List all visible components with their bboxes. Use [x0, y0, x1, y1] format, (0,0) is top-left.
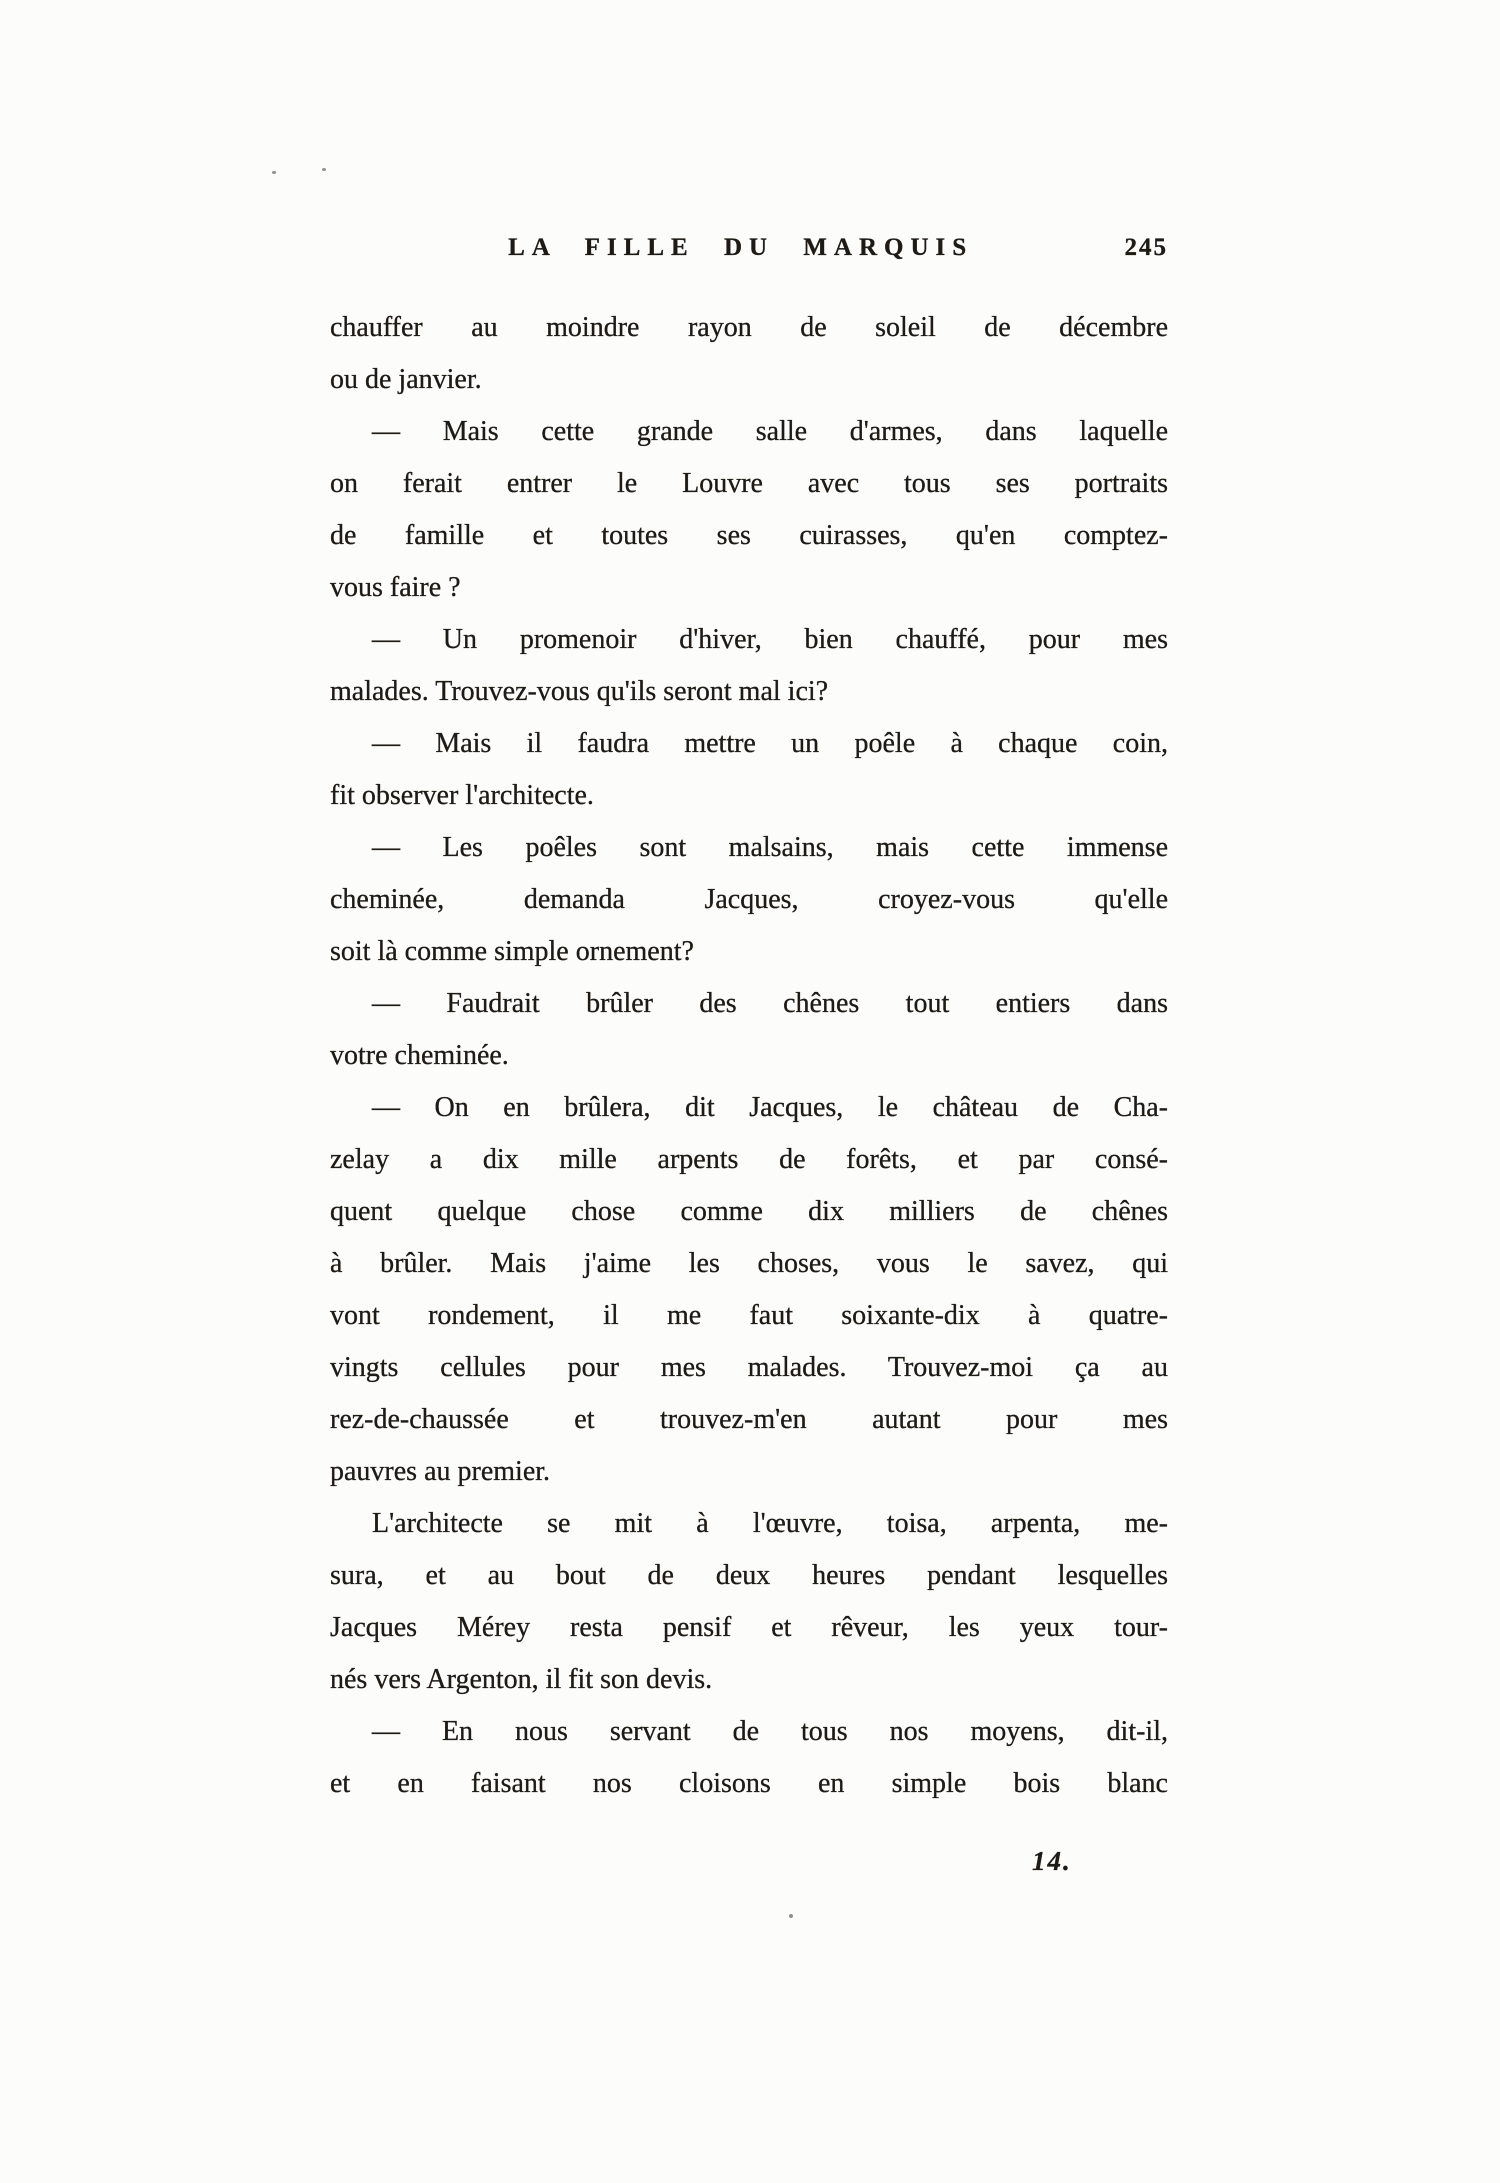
text-line: sura, et au bout de deux heures pendant lesquelles [330, 1560, 1168, 1591]
scan-speck [272, 171, 276, 174]
paragraph [330, 1082, 1168, 1498]
text-line: cheminée, demanda Jacques, croyez-vous qu'elle [330, 884, 1168, 915]
running-title: LA FILLE DU MARQUIS [508, 234, 974, 261]
text-line: vingts cellules pour mes malades. Trouvez-moi ça au [330, 1352, 1168, 1383]
text-line: — Mais il faudra mettre un poêle à chaque coin, [372, 728, 1168, 759]
text-line: votre cheminée. [330, 1040, 509, 1071]
printer-signature-mark: 14. [1032, 1846, 1072, 1876]
text-line: fit observer l'architecte. [330, 780, 594, 811]
text-line: vont rondement, il me faut soixante-dix à quatre- [330, 1300, 1168, 1331]
page-header [330, 234, 1168, 270]
text-line: pauvres au premier. [330, 1456, 551, 1487]
scan-speck [322, 168, 326, 171]
text-line: chauffer au moindre rayon de soleil de décembre [330, 312, 1168, 343]
text-line: — Mais cette grande salle d'armes, dans laquelle [372, 416, 1168, 447]
text-line: quent quelque chose comme dix milliers de chênes [330, 1196, 1168, 1227]
text-line: à brûler. Mais j'aime les choses, vous le savez, qui [330, 1248, 1168, 1279]
paragraph [330, 406, 1168, 614]
text-line: vous faire ? [330, 572, 461, 603]
text-line: malades. Trouvez-vous qu'ils seront mal ici? [330, 676, 829, 707]
paragraph [330, 1498, 1168, 1706]
text-line: ou de janvier. [330, 364, 482, 395]
text-line: L'architecte se mit à l'œuvre, toisa, arpenta, me- [372, 1508, 1168, 1539]
text-line: — Faudrait brûler des chênes tout entiers dans [372, 988, 1168, 1019]
text-line: de famille et toutes ses cuirasses, qu'en comptez- [330, 520, 1168, 551]
text-line: — Les poêles sont malsains, mais cette immense [372, 832, 1168, 863]
text-line: soit là comme simple ornement? [330, 936, 694, 967]
text-line: zelay a dix mille arpents de forêts, et par consé- [330, 1144, 1168, 1175]
paragraph [330, 978, 1168, 1082]
text-line: nés vers Argenton, il fit son devis. [330, 1664, 713, 1695]
text-line: on ferait entrer le Louvre avec tous ses portraits [330, 468, 1168, 499]
text-line: rez-de-chaussée et trouvez-m'en autant pour mes [330, 1404, 1168, 1435]
paragraph [330, 822, 1168, 978]
paragraph [330, 1706, 1168, 1810]
text-block [330, 302, 1168, 1810]
paragraph [330, 718, 1168, 822]
text-line: — En nous servant de tous nos moyens, dit-il, [372, 1716, 1168, 1747]
paragraph [330, 302, 1168, 406]
text-line: — Un promenoir d'hiver, bien chauffé, pour mes [372, 624, 1168, 655]
scan-speck [789, 1914, 793, 1918]
text-line: et en faisant nos cloisons en simple bois blanc [330, 1768, 1168, 1799]
text-line: — On en brûlera, dit Jacques, le château de Cha- [372, 1092, 1168, 1123]
text-line: Jacques Mérey resta pensif et rêveur, les yeux tour- [330, 1612, 1168, 1643]
page-number: 245 [1124, 234, 1168, 261]
paragraph [330, 614, 1168, 718]
